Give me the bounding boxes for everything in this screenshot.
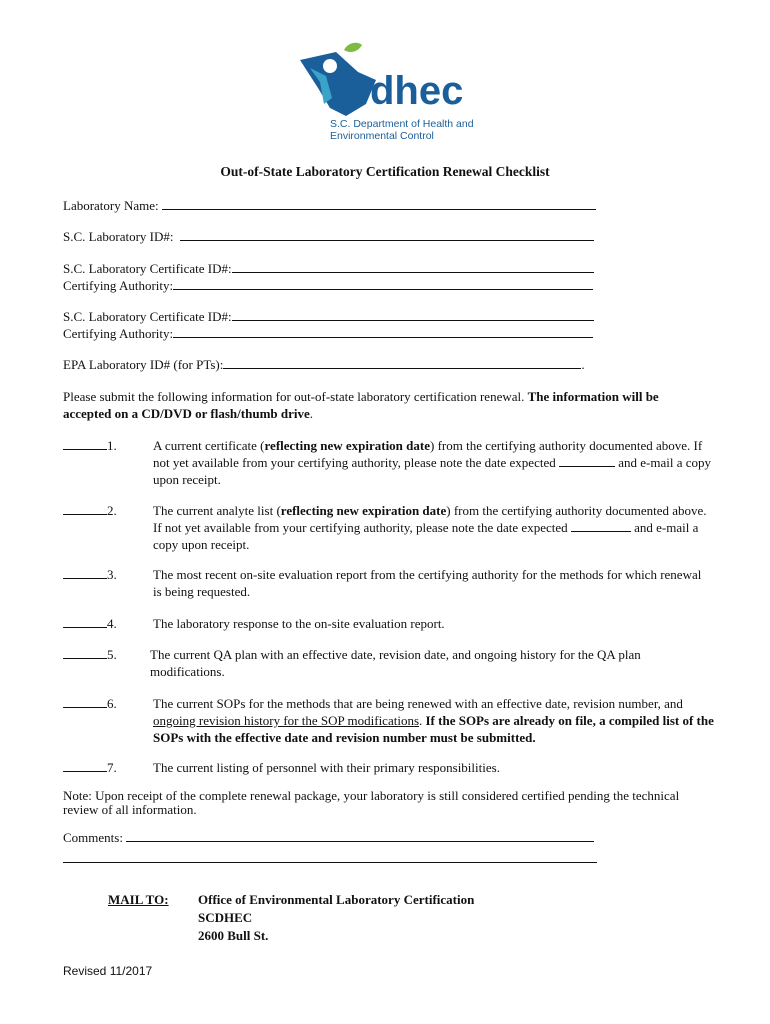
revision-date: Revised 11/2017 [63,964,153,978]
epa-id-blank[interactable] [223,356,581,369]
epa-id-field: EPA Laboratory ID# (for PTs): . [63,357,585,372]
sc-lab-id-blank[interactable] [180,228,594,241]
comments-label: Comments: [63,830,123,845]
item-4-check-blank[interactable] [63,615,107,628]
item-4-text: The laboratory response to the on-site evaluation report. [153,616,445,631]
org-name-line-1: S.C. Department of Health and [330,118,474,130]
item-2-number: 2. [63,502,117,519]
mail-to-label: MAIL TO: [108,892,169,907]
intro-text: Please submit the following information for out-of-state laboratory certification renewal. [63,389,528,404]
cert-id-2-blank[interactable] [232,308,594,321]
item-5-text: The current QA plan with an effective date, revision date, and ongoing history for the QA plan modifications. [150,647,641,679]
item-7-text: The current listing of personnel with their primary responsibilities. [153,760,500,775]
cert-auth-2-field [63,325,593,342]
cert-auth-2-blank[interactable] [173,325,593,338]
item-2-text: The current analyte list (reflecting new expiration date) from the certifying authority documented above. If not yet available from your certifying authority, please note the date expected and e-mail a copy upon receipt. [153,503,707,552]
mail-address-line-3: 2600 Bull St. [198,928,269,943]
cert-auth-1-label: Certifying Authority: [63,278,174,293]
cert-id-1-blank[interactable] [232,260,594,273]
lab-name-blank[interactable] [162,197,596,210]
item-6-number: 6. [63,695,117,712]
intro-end: . [309,406,314,421]
sc-lab-id-field [63,228,594,245]
cert-auth-1-field [63,277,593,294]
intro-paragraph [63,388,708,422]
svg-text:dhec: dhec [370,69,464,113]
item-4-number: 4. [63,615,117,632]
item-2-check-blank[interactable] [63,502,107,515]
item-7-number: 7. [63,759,117,776]
cert-id-2-field [63,308,594,325]
comments-blank-1[interactable] [126,829,594,842]
item-1-date-blank[interactable] [559,454,615,467]
comments-line-2 [63,850,597,867]
epa-id-label: EPA Laboratory ID# (for PTs): [63,357,224,372]
cert-id-2-label: S.C. Laboratory Certificate ID#: [63,309,232,324]
cert-auth-1-blank[interactable] [173,277,593,290]
item-6-text: The current SOPs for the methods that are being renewed with an effective date, revision number, and ongoing revision history for the SOP modifications. If the SOPs are already on file, a compiled list of the SOPs with the effective date and revision number must be submitted. [153,696,714,745]
comments-blank-2[interactable] [63,850,597,863]
note-paragraph: Note: Upon receipt of the complete renewal package, your laboratory is still considered certified pending the technical review of all information. [63,788,680,817]
page-title: Out-of-State Laboratory Certification Renewal Checklist [220,164,550,179]
lab-name-field [63,197,596,214]
mail-address-line-2: SCDHEC [198,910,253,925]
item-5-number: 5. [63,646,117,663]
comments-field [63,829,594,846]
intro-bold: The information will be accepted on a CD/DVD or flash/thumb drive [63,389,659,421]
item-3-check-blank[interactable] [63,566,107,579]
item-7-check-blank[interactable] [63,759,107,772]
lab-name-label: Laboratory Name: [63,198,159,213]
cert-auth-2-label: Certifying Authority: [63,326,174,341]
sc-lab-id-label: S.C. Laboratory ID#: [63,229,174,244]
item-1-number: 1. [63,437,117,454]
cert-id-1-label: S.C. Laboratory Certificate ID#: [63,261,232,276]
item-1-text: A current certificate (reflecting new expiration date) from the certifying authority documented above. If not yet available from your certifying authority, please note the date expected and e-mail a copy upon receipt. [153,438,711,487]
item-3-text: The most recent on-site evaluation report from the certifying authority for the methods for which renewal is being requested. [153,567,702,599]
cert-id-1-field [63,260,594,277]
item-3-number: 3. [63,566,117,583]
mail-address-line-1: Office of Environmental Laboratory Certification [198,892,475,907]
item-6-check-blank[interactable] [63,695,107,708]
item-2-date-blank[interactable] [571,519,631,532]
item-1-check-blank[interactable] [63,437,107,450]
item-5-check-blank[interactable] [63,646,107,659]
org-name-line-2: Environmental Control [330,130,434,142]
